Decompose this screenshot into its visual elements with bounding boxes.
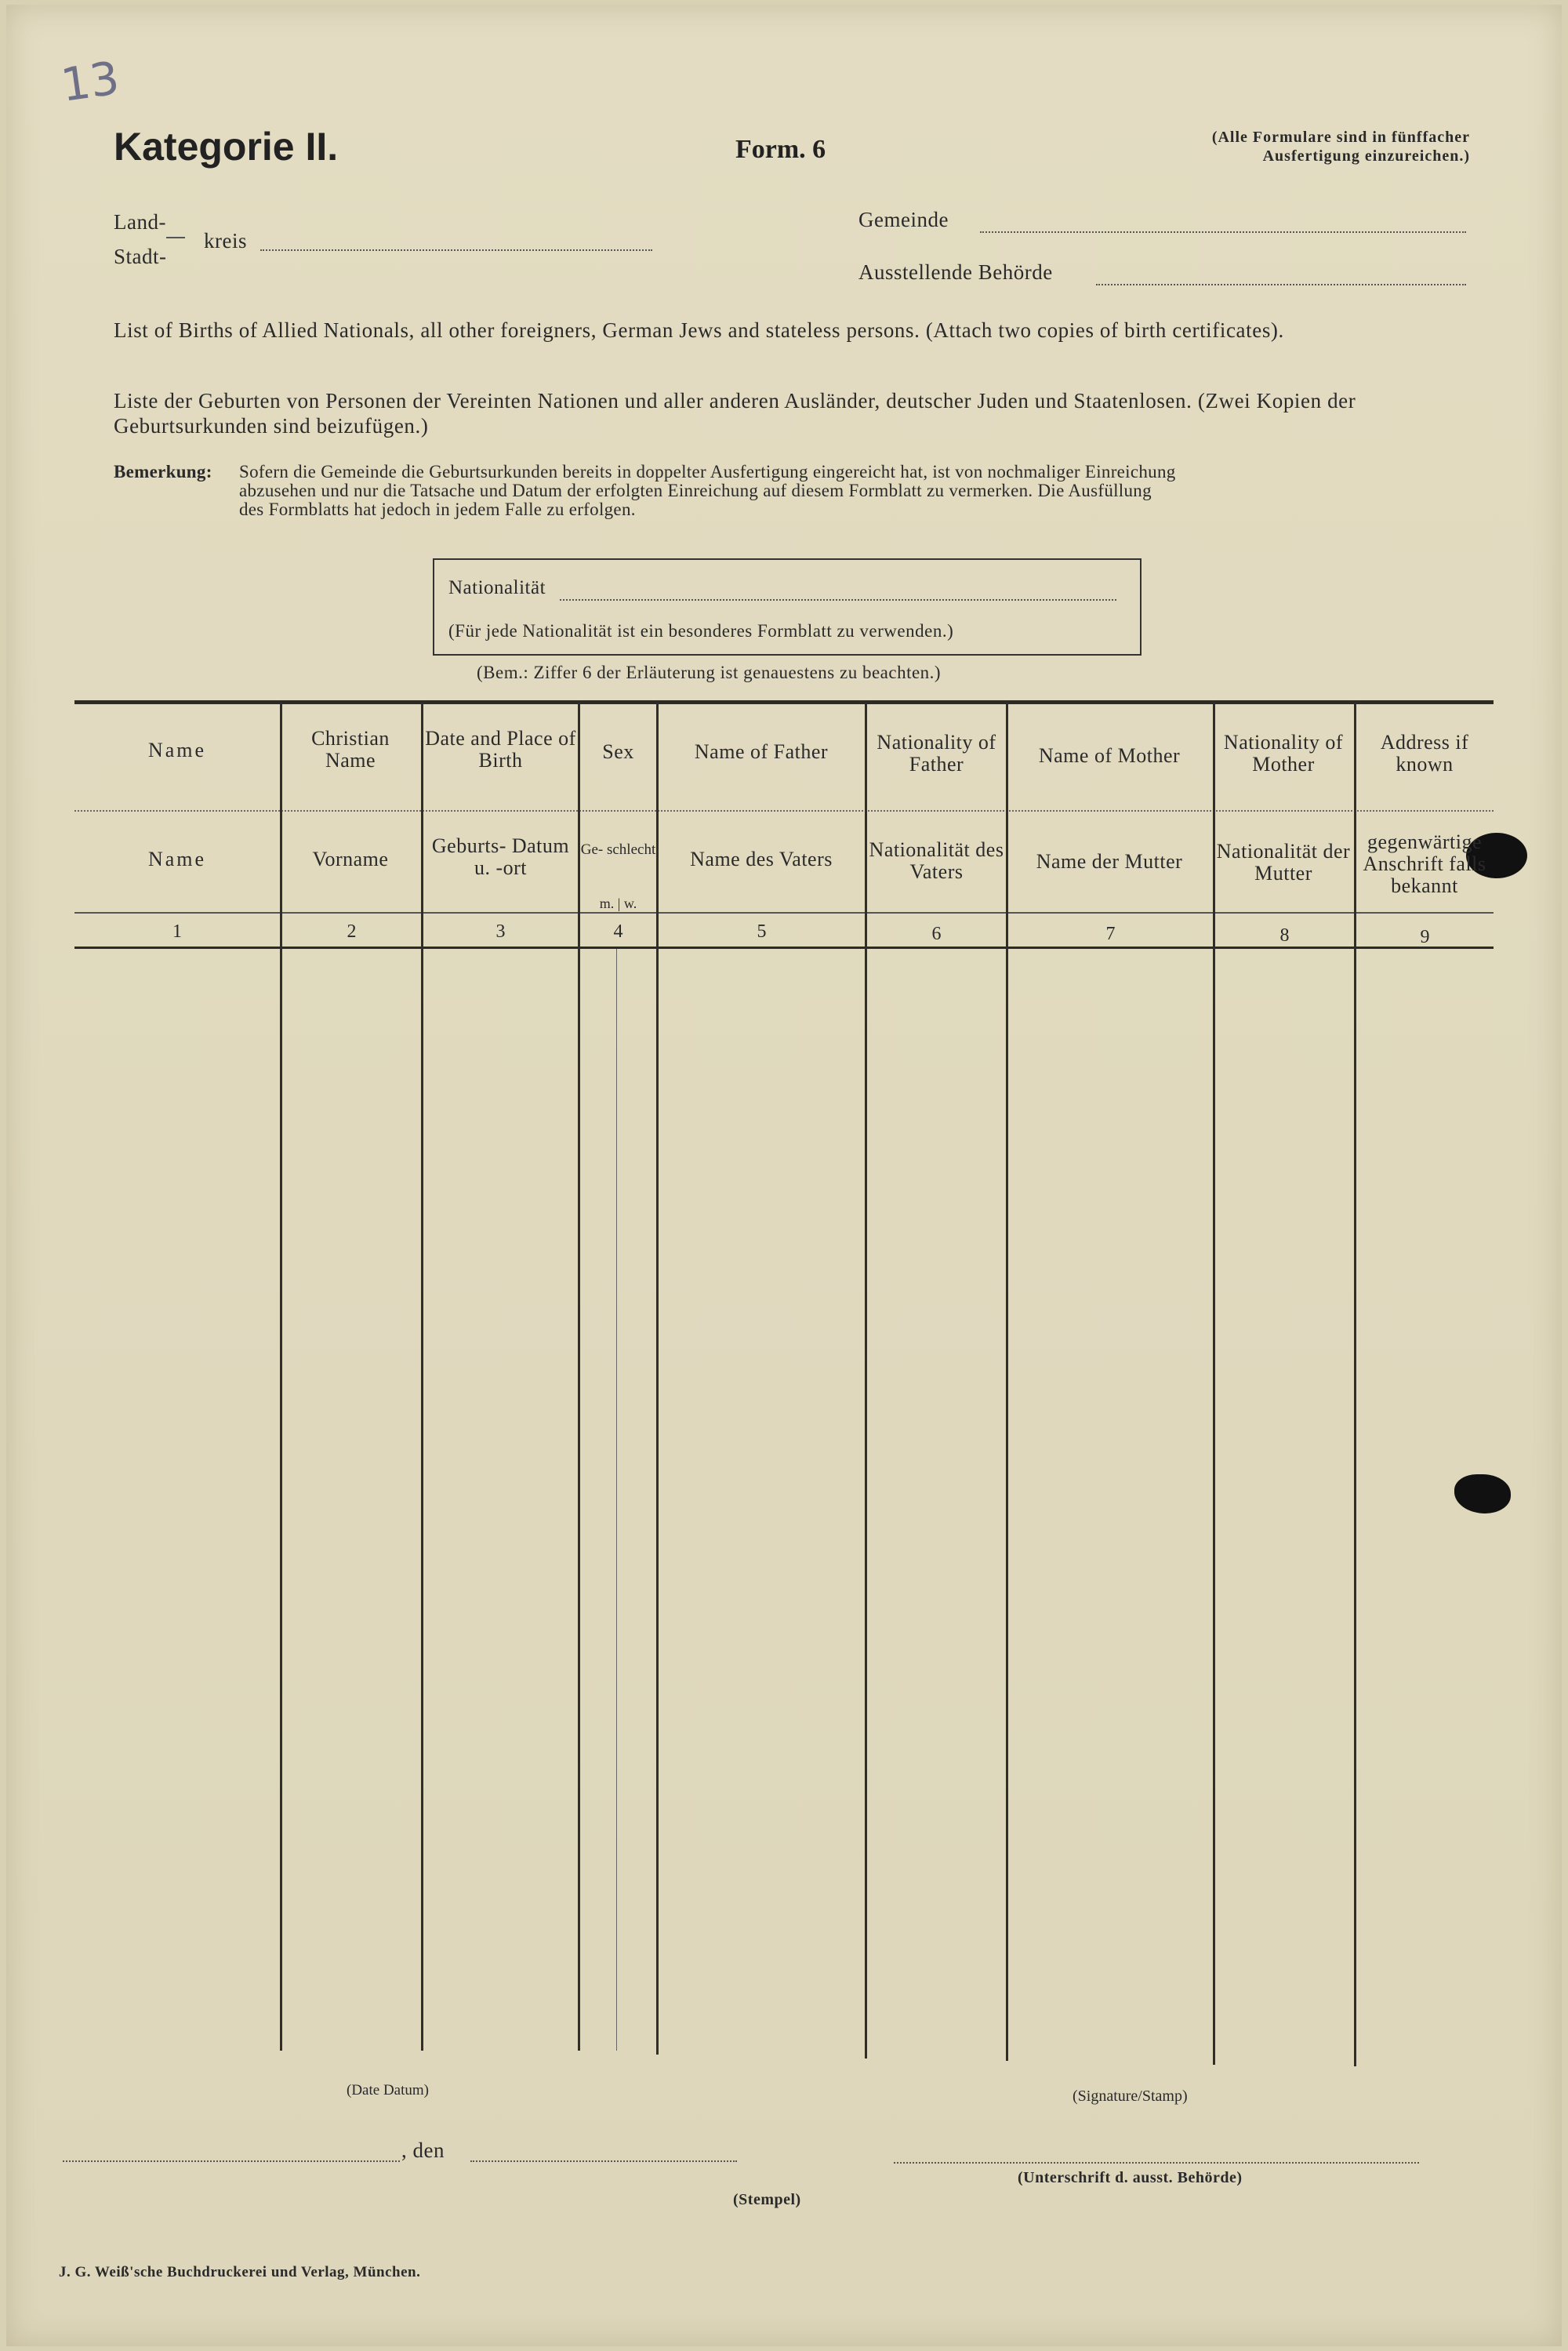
signature-label: (Signature/Stamp) — [1073, 2088, 1188, 2105]
col6-num: 6 — [931, 924, 942, 944]
form-sheet — [6, 5, 1562, 2346]
col1-num: 1 — [172, 921, 182, 942]
land-stadt-divider — [166, 237, 185, 238]
nationality-label: Nationalität — [448, 577, 546, 598]
col3-en: Date and Place of Birth — [425, 727, 576, 772]
date-field[interactable] — [470, 2160, 737, 2162]
bemerkung-text — [239, 463, 1474, 519]
submission-note-line2: Ausfertigung einzureichen.) — [1262, 147, 1470, 165]
col6-de: Nationalität des Vaters — [869, 838, 1004, 883]
stempel-label: (Stempel) — [733, 2191, 801, 2208]
col5-de: Name des Vaters — [690, 848, 833, 870]
category-title: Kategorie II. — [114, 125, 339, 169]
gemeinde-label: Gemeinde — [858, 208, 949, 231]
table-language-divider — [74, 810, 1494, 812]
col-line-6 — [1006, 702, 1008, 2061]
col-line-4 — [656, 702, 659, 2055]
col8-num: 8 — [1279, 925, 1290, 946]
date-label: (Date Datum) — [347, 2082, 429, 2098]
english-instructions: List of Births of Allied Nationals, all other foreigners, German Jews and stateless persons. (Attach two copies of birth certificates). — [114, 318, 1284, 342]
submission-note-line1: (Alle Formulare sind in fünffacher — [1211, 129, 1470, 146]
bemerkung-line3: des Formblatts hat jedoch in jedem Falle zu erfolgen. — [239, 500, 636, 519]
col7-en2: Name of Mother — [1038, 744, 1181, 767]
bemerkung-label: Bemerkung: — [114, 462, 212, 481]
col9-num: 9 — [1420, 927, 1430, 947]
table-number-divider — [74, 912, 1494, 914]
col-line-5 — [865, 702, 867, 2058]
nationality-field[interactable] — [560, 599, 1116, 601]
col8-de: Nationalität der Mutter — [1216, 840, 1351, 885]
col-line-7 — [1213, 702, 1215, 2065]
form-number: Form. 6 — [735, 135, 826, 164]
handwritten-page-number: 13 — [57, 51, 123, 112]
col3-de: Geburts- Datum u. -ort — [431, 834, 570, 879]
land-label: Land- — [114, 210, 166, 234]
col2-de: Vorname — [312, 848, 389, 870]
col5-en: Name of Father — [694, 740, 829, 763]
col3-num: 3 — [495, 921, 506, 942]
kreis-field[interactable] — [260, 249, 652, 251]
submission-note — [1011, 128, 1470, 165]
nationality-box — [433, 558, 1142, 656]
unterschrift-label: (Unterschrift d. ausst. Behörde) — [1018, 2169, 1243, 2186]
col-line-1 — [280, 702, 282, 2051]
den-label: , den — [401, 2138, 445, 2162]
col5-num: 5 — [757, 921, 767, 942]
table-top-rule — [74, 700, 1494, 704]
col4-de-sub: m. | w. — [599, 896, 637, 911]
behoerde-field[interactable] — [1096, 284, 1466, 285]
col-line-2 — [421, 702, 423, 2051]
bemerkung-line2: abzusehen und nur die Tatsache und Datum der erfolgten Einreichung auf diesem Formblatt zu vermerken. Die Ausfüllung — [239, 481, 1152, 500]
behoerde-label: Ausstellende Behörde — [858, 260, 1053, 284]
col4-de: Ge- schlecht — [580, 841, 656, 858]
sex-split-line — [616, 949, 617, 2051]
german-instructions: Liste der Geburten von Personen der Vereinten Nationen und aller anderen Ausländer, deutscher Juden und Staatenlosen. (Zwei Kopien der Geburtsurkunden sind beizufügen.) — [114, 389, 1356, 438]
printer-imprint: J. G. Weiß'sche Buchdruckerei und Verlag, München. — [59, 2264, 421, 2280]
col2-num: 2 — [347, 921, 357, 942]
kreis-label: kreis — [204, 229, 247, 253]
col-line-8 — [1354, 702, 1356, 2066]
col9-de: gegenwärtige Anschrift falls bekannt — [1363, 830, 1486, 897]
gemeinde-field[interactable] — [980, 231, 1466, 233]
stadt-label: Stadt- — [114, 245, 167, 268]
bem-note: (Bem.: Ziffer 6 der Erläuterung ist genauestens zu beachten.) — [477, 663, 942, 682]
col4-en: Sex — [602, 740, 634, 763]
col7-de: Name der Mutter — [1036, 850, 1183, 873]
bemerkung-line1: Sofern die Gemeinde die Geburtsurkunden bereits in doppelter Ausfertigung eingereicht hat, ist von nochmaliger Einreichung — [239, 462, 1176, 481]
table-header-bottom-rule — [74, 947, 1494, 949]
col2-en: Christian Name — [311, 727, 390, 772]
col6-en: Nationality of Father — [877, 731, 996, 776]
col9-en: Address if known — [1380, 731, 1469, 776]
signature-field[interactable] — [894, 2162, 1419, 2164]
col1-en: Name — [147, 739, 207, 761]
nationality-note: (Für jede Nationalität ist ein besonderes Formblatt zu verwenden.) — [448, 621, 954, 641]
col4-num: 4 — [613, 921, 623, 942]
place-field[interactable] — [63, 2160, 400, 2162]
col1-de: Name — [147, 848, 207, 870]
col8-en: Nationality of Mother — [1223, 731, 1344, 776]
col7-num: 7 — [1105, 924, 1116, 944]
